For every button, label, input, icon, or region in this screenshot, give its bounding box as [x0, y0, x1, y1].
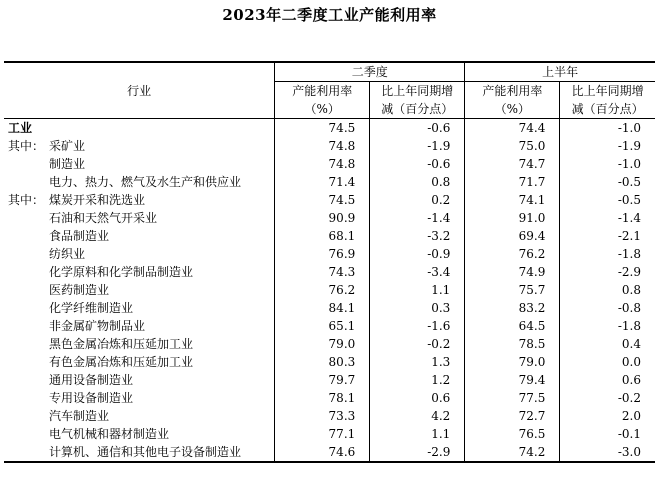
industry-name: 汽车制造业	[49, 409, 110, 423]
table-row	[4, 389, 655, 407]
table-row	[4, 281, 655, 299]
h1-change-cell: -1.0	[560, 119, 655, 138]
page-title: 2023年二季度工业产能利用率	[222, 6, 437, 24]
q2-change-cell: -1.6	[370, 317, 465, 335]
table-row	[4, 119, 655, 138]
q2-change-cell: -1.9	[370, 137, 465, 155]
industry-name: 电力、热力、燃气及水生产和供应业	[49, 175, 242, 189]
industry-name: 食品制造业	[49, 229, 110, 243]
q2-rate-cell: 76.9	[275, 245, 370, 263]
table-row	[4, 137, 655, 155]
q2-rate-cell: 74.8	[275, 137, 370, 155]
q2-change-cell: 1.1	[370, 281, 465, 299]
industry-name: 电气机械和器材制造业	[49, 427, 170, 441]
industry-cell	[4, 425, 275, 443]
table-row	[4, 263, 655, 281]
industry-name: 通用设备制造业	[49, 373, 134, 387]
h1-change-cell: -3.0	[560, 443, 655, 462]
industry-cell	[4, 119, 275, 138]
q2-rate-cell: 74.6	[275, 443, 370, 462]
q2-rate-cell: 79.0	[275, 335, 370, 353]
industry-cell	[4, 137, 275, 155]
industry-cell	[4, 353, 275, 371]
h1-change-cell: -1.8	[560, 245, 655, 263]
h1-change-header	[560, 82, 655, 119]
h1-change-cell: -2.9	[560, 263, 655, 281]
table-row	[4, 443, 655, 462]
table-row	[4, 317, 655, 335]
h1-rate-cell: 78.5	[465, 335, 560, 353]
h1-change-cell: -0.1	[560, 425, 655, 443]
industry-cell	[4, 443, 275, 462]
q2-change-cell: 1.3	[370, 353, 465, 371]
q2-change-cell: -0.6	[370, 155, 465, 173]
q2-rate-cell: 65.1	[275, 317, 370, 335]
industry-prefix: 其中：	[8, 193, 45, 207]
change-header-line2: 减（百分点）	[381, 102, 454, 116]
industry-name: 制造业	[49, 157, 86, 171]
industry-name: 采矿业	[49, 139, 86, 153]
table-row	[4, 209, 655, 227]
q2-rate-cell: 74.5	[275, 119, 370, 138]
industry-name: 黑色金属冶炼和压延加工业	[49, 337, 194, 351]
change-header-line2: 减（百分点）	[571, 102, 644, 116]
h1-change-cell: 0.8	[560, 281, 655, 299]
industry-cell	[4, 209, 275, 227]
q2-rate-cell: 79.7	[275, 371, 370, 389]
h1-change-cell: -1.4	[560, 209, 655, 227]
h1-change-cell: -2.1	[560, 227, 655, 245]
industry-name: 化学纤维制造业	[49, 301, 134, 315]
q2-rate-cell: 68.1	[275, 227, 370, 245]
h1-change-cell: -1.9	[560, 137, 655, 155]
h1-change-cell: -0.5	[560, 173, 655, 191]
h1-rate-cell: 64.5	[465, 317, 560, 335]
table-row	[4, 353, 655, 371]
h1-change-cell: -0.5	[560, 191, 655, 209]
industry-cell	[4, 281, 275, 299]
table-row	[4, 227, 655, 245]
q2-rate-cell: 74.8	[275, 155, 370, 173]
industry-name: 有色金属冶炼和压延加工业	[49, 355, 194, 369]
h1-rate-cell: 76.2	[465, 245, 560, 263]
h1-rate-cell: 69.4	[465, 227, 560, 245]
h1-rate-cell: 75.7	[465, 281, 560, 299]
industry-cell	[4, 389, 275, 407]
q2-change-cell: 4.2	[370, 407, 465, 425]
q2-change-cell: -0.9	[370, 245, 465, 263]
change-header-line1: 比上年同期增	[381, 84, 454, 98]
table-row	[4, 155, 655, 173]
q2-rate-cell: 84.1	[275, 299, 370, 317]
q2-change-cell: -3.4	[370, 263, 465, 281]
industry-cell	[4, 317, 275, 335]
h1-change-cell: -1.8	[560, 317, 655, 335]
industry-prefix: 其中：	[8, 139, 45, 153]
q2-change-cell: 0.6	[370, 389, 465, 407]
q2-rate-cell: 80.3	[275, 353, 370, 371]
h1-change-cell: -0.2	[560, 389, 655, 407]
q2-change-cell: 0.2	[370, 191, 465, 209]
industry-name: 化学原料和化学制品制造业	[49, 265, 194, 279]
table-row	[4, 407, 655, 425]
h1-change-cell: 0.0	[560, 353, 655, 371]
table-row	[4, 425, 655, 443]
table-row	[4, 299, 655, 317]
industry-cell	[4, 155, 275, 173]
h1-rate-cell: 76.5	[465, 425, 560, 443]
h1-rate-cell: 91.0	[465, 209, 560, 227]
h1-rate-cell: 74.9	[465, 263, 560, 281]
h1-rate-cell: 74.4	[465, 119, 560, 138]
industry-cell	[4, 227, 275, 245]
industry-cell	[4, 191, 275, 209]
q2-change-cell: 0.3	[370, 299, 465, 317]
h1-rate-cell: 77.5	[465, 389, 560, 407]
h1-change-cell: 0.4	[560, 335, 655, 353]
industry-cell	[4, 335, 275, 353]
q2-change-cell: -0.6	[370, 119, 465, 138]
q2-change-cell: -1.4	[370, 209, 465, 227]
capacity-utilization-table	[4, 61, 655, 463]
q2-change-header	[370, 82, 465, 119]
q2-change-cell: 1.1	[370, 425, 465, 443]
industry-name: 工业	[8, 121, 33, 135]
industry-cell	[4, 263, 275, 281]
q2-rate-cell: 77.1	[275, 425, 370, 443]
h1-rate-cell: 79.4	[465, 371, 560, 389]
q2-rate-cell: 73.3	[275, 407, 370, 425]
table-row	[4, 335, 655, 353]
h1-change-cell: 2.0	[560, 407, 655, 425]
industry-name: 煤炭开采和洗选业	[49, 193, 146, 207]
industry-header: 行业	[4, 62, 275, 119]
industry-cell	[4, 371, 275, 389]
q2-change-cell: -3.2	[370, 227, 465, 245]
h1-rate-cell: 75.0	[465, 137, 560, 155]
q2-rate-cell: 78.1	[275, 389, 370, 407]
q2-rate-header	[275, 82, 370, 119]
rate-header-line1: 产能利用率	[292, 84, 353, 98]
industry-cell	[4, 173, 275, 191]
h1-rate-cell: 83.2	[465, 299, 560, 317]
industry-cell	[4, 299, 275, 317]
industry-cell	[4, 407, 275, 425]
q2-change-cell: -2.9	[370, 443, 465, 462]
rate-header-line1: 产能利用率	[482, 84, 543, 98]
rate-header-line2: （%）	[494, 102, 531, 116]
h1-change-cell: -0.8	[560, 299, 655, 317]
table-body	[4, 119, 655, 463]
q2-rate-cell: 74.3	[275, 263, 370, 281]
q2-rate-cell: 71.4	[275, 173, 370, 191]
h1-rate-cell: 74.2	[465, 443, 560, 462]
industry-name: 计算机、通信和其他电子设备制造业	[49, 445, 242, 459]
change-header-line1: 比上年同期增	[571, 84, 644, 98]
q2-change-cell: 1.2	[370, 371, 465, 389]
industry-name: 非金属矿物制品业	[49, 319, 146, 333]
h1-header: 上半年	[465, 62, 655, 82]
h1-rate-cell: 71.7	[465, 173, 560, 191]
h1-rate-cell: 74.1	[465, 191, 560, 209]
industry-name: 石油和天然气开采业	[49, 211, 158, 225]
table-row	[4, 191, 655, 209]
rate-header-line2: （%）	[304, 102, 340, 116]
h1-change-cell: 0.6	[560, 371, 655, 389]
industry-name: 医药制造业	[49, 283, 110, 297]
q2-rate-cell: 74.5	[275, 191, 370, 209]
h1-rate-header	[465, 82, 560, 119]
table-row	[4, 371, 655, 389]
industry-name: 专用设备制造业	[49, 391, 134, 405]
table-row	[4, 245, 655, 263]
h1-rate-cell: 79.0	[465, 353, 560, 371]
h1-change-cell: -1.0	[560, 155, 655, 173]
industry-name: 纺织业	[49, 247, 86, 261]
h1-rate-cell: 72.7	[465, 407, 560, 425]
q2-change-cell: -0.2	[370, 335, 465, 353]
q2-change-cell: 0.8	[370, 173, 465, 191]
q2-rate-cell: 76.2	[275, 281, 370, 299]
h1-rate-cell: 74.7	[465, 155, 560, 173]
q2-rate-cell: 90.9	[275, 209, 370, 227]
q2-header: 二季度	[275, 62, 465, 82]
table-row	[4, 173, 655, 191]
industry-cell	[4, 245, 275, 263]
